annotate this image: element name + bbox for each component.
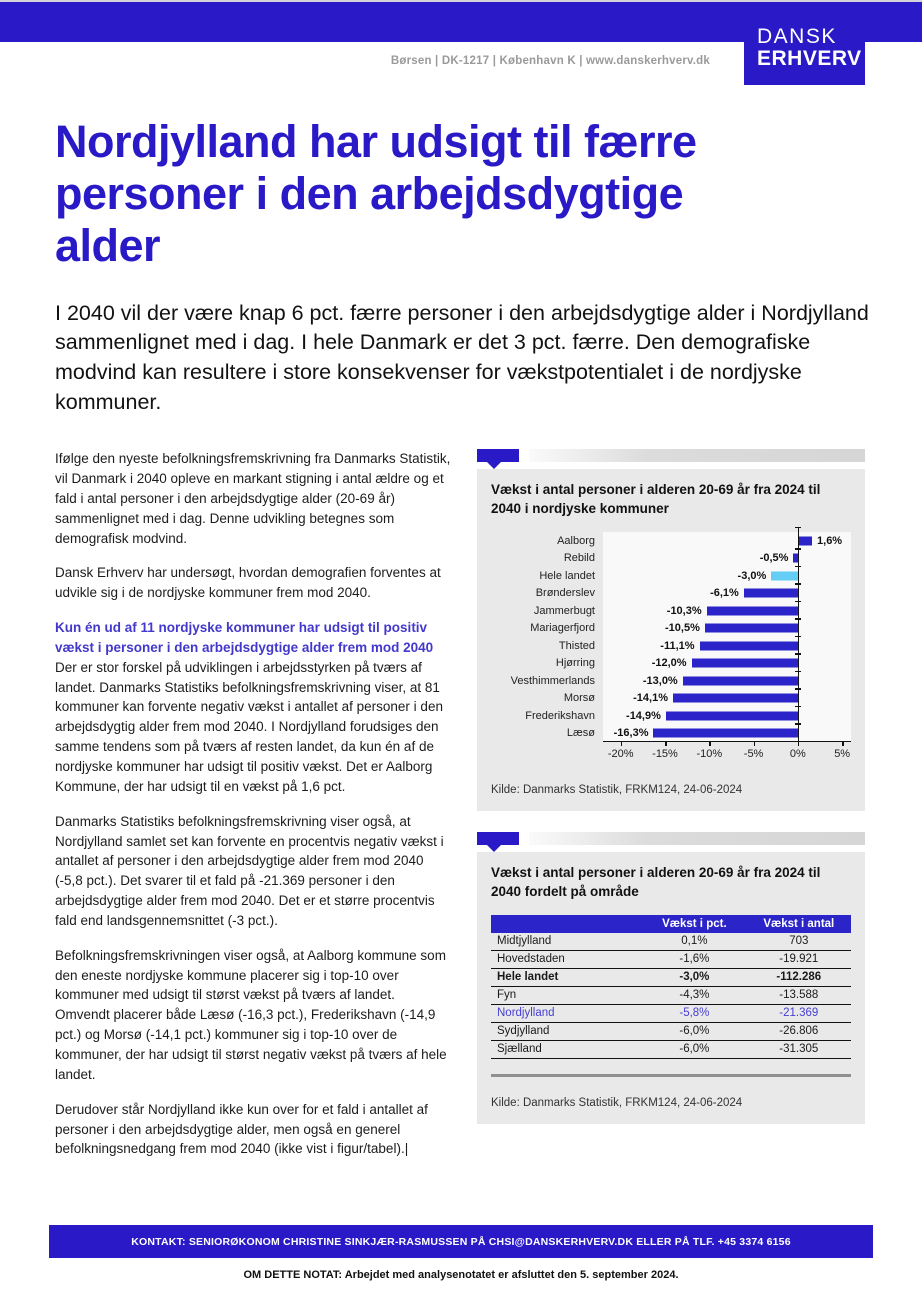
chart-card-body xyxy=(477,469,865,811)
chart-category-label: Thisted xyxy=(558,639,595,652)
table-header-row xyxy=(491,915,851,933)
paragraph-2: Dansk Erhverv har undersøgt, hvordan demografien forventes at udvikle sig i de nordjyske kommuner frem mod 2040. xyxy=(55,565,441,601)
table-cell-pct: -1,6% xyxy=(642,950,746,968)
table-cell-area: Fyn xyxy=(491,986,642,1004)
bar-value-label: -11,1% xyxy=(660,639,695,652)
bar xyxy=(692,659,798,668)
logo-line-dansk: DANSK xyxy=(757,25,837,48)
chart-row-plot xyxy=(603,619,851,637)
x-axis-tick xyxy=(665,742,667,746)
bar xyxy=(798,536,812,545)
table-row xyxy=(491,1040,851,1058)
bar-value-label: -6,1% xyxy=(710,587,739,600)
two-column-layout xyxy=(55,449,867,1174)
table-row xyxy=(491,950,851,968)
about-note: OM DETTE NOTAT: Arbejdet med analysenotatet er afsluttet den 5. september 2024. xyxy=(243,1269,679,1281)
figures-column xyxy=(477,449,865,1174)
chart-row xyxy=(491,689,851,707)
chart-row xyxy=(491,567,851,585)
blue-tab-icon xyxy=(477,449,519,462)
table-cell-area: Hovedstaden xyxy=(491,950,642,968)
bar xyxy=(793,554,797,563)
chart-row-plot xyxy=(603,532,851,550)
axis-tick xyxy=(795,527,801,529)
bar-value-label: -3,0% xyxy=(737,569,767,582)
table-cell-area: Nordjylland xyxy=(491,1004,642,1022)
page-title: Nordjylland har udsigt til færre personer i den arbejdsdygtige alder xyxy=(55,116,697,272)
chart-category-label: Læsø xyxy=(566,727,595,740)
bar-value-label: -0,5% xyxy=(759,552,789,565)
chart-row-plot xyxy=(603,584,851,602)
bar xyxy=(744,589,798,598)
page-content xyxy=(55,116,867,1174)
x-axis-tick xyxy=(621,742,623,746)
table-cell-area: Sydjylland xyxy=(491,1022,642,1040)
table-row xyxy=(491,1004,851,1022)
chart-category-label: Vesthimmerlands xyxy=(510,674,595,687)
x-axis-tick xyxy=(842,742,844,746)
chart-row-plot xyxy=(603,654,851,672)
bar-value-label: -14,1% xyxy=(633,692,668,705)
table-header-area xyxy=(491,915,642,933)
chart-source: Kilde: Danmarks Statistik, FRKM124, 24-06-2024 xyxy=(491,783,743,796)
paragraph-5: Befolkningsfremskrivningen viser også, at Aalborg kommune som den eneste nordjyske kommune placerer sig i top-10 over kommuner med udsigt til størst vækst på tværs af landet. Omvendt placerer både Læsø (-16,3 pct.), Frederikshavn (-14,9 pct.) og Morsø (-14,1 pct.) kommuner sig i top-10 over de kommuner, der har udsigt til størst negativ vækst på tværs af hele landet. xyxy=(55,947,447,1082)
bar xyxy=(700,641,798,650)
chart-row xyxy=(491,654,851,672)
table-cell-area: Midtjylland xyxy=(491,933,642,951)
table-cell-pct: -6,0% xyxy=(642,1022,746,1040)
table-cell-antal: -26.806 xyxy=(747,1022,851,1040)
table-source: Kilde: Danmarks Statistik, FRKM124, 24-06-2024 xyxy=(491,1096,743,1109)
bar xyxy=(707,606,798,615)
chart-row-plot xyxy=(603,672,851,690)
bar-value-label: -14,9% xyxy=(626,709,661,722)
bar xyxy=(653,729,797,738)
chart-plot-area xyxy=(491,532,851,742)
x-axis-tick-label: 0% xyxy=(789,747,806,760)
table-card-header-strip xyxy=(477,832,865,852)
table-cell-pct: -3,0% xyxy=(642,968,746,986)
chart-card-header-strip xyxy=(477,449,865,469)
table-cell-antal: 703 xyxy=(747,933,851,951)
chart-x-axis xyxy=(603,742,851,764)
gray-header-bar xyxy=(529,449,865,462)
chart-category-label: Hjørring xyxy=(555,657,595,670)
table-cell-area: Hele landet xyxy=(491,968,642,986)
chart-row xyxy=(491,584,851,602)
bar xyxy=(666,711,798,720)
table-cell-antal: -112.286 xyxy=(747,968,851,986)
chart-category-label: Jammerbugt xyxy=(533,604,595,617)
paragraph-6-text: Derudover står Nordjylland ikke kun over for et fald i antallet af personer i den arbejdsdygtige alder, men også en generel befolkningsnedgang frem mod 2040 (ikke vist i figur/tabel). xyxy=(55,1101,428,1157)
body-text-column xyxy=(55,449,453,1174)
paragraph-1: Ifølge den nyeste befolkningsfremskrivning fra Danmarks Statistik, vil Danmark i 2040 opleve en markant stigning i antal ældre og et fald i antal personer i den arbejdsdygtige alder (20-69 år) sammenlignet med i dag. Denne udvikling betegnes som demografisk modvind. xyxy=(55,451,451,546)
growth-table xyxy=(491,915,851,1059)
bar xyxy=(771,571,798,580)
table-cell-pct: -5,8% xyxy=(642,1004,746,1022)
table-card xyxy=(477,832,865,1124)
paragraph-3: Der er stor forskel på udviklingen i arbejdsstyrken på tværs af landet. Danmarks Statistiks befolkningsfremskrivning viser, at 81 kommuner kan forvente negativ vækst i antallet af personer i den arbejdsdygtig alder frem mod 2040. I Nordjylland forudsiges den samme tendens som på tværs af resten landet, da kun én af de nordjyske kommuner har udsigt til positiv vækst. Det er Aalborg Kommune, der har udsigt til en vækst på 1,6 pct. xyxy=(55,659,443,794)
chart-category-label: Aalborg xyxy=(557,534,595,547)
chart-row-plot xyxy=(603,549,851,567)
chart-category-label: Frederikshavn xyxy=(525,709,595,722)
table-row xyxy=(491,986,851,1004)
table-cell-antal: -19.921 xyxy=(747,950,851,968)
contact-footer-bar: KONTAKT: SENIORØKONOM CHRISTINE SINKJÆR-RASMUSSEN PÅ CHSI@DANSKERHVERV.DK ELLER PÅ TLF. +45 3374 6156 xyxy=(49,1225,873,1258)
table-bottom-divider xyxy=(491,1074,851,1077)
header-address: Børsen | DK-1217 | København K | www.danskerhverv.dk xyxy=(390,55,710,67)
bar xyxy=(673,694,798,703)
chart-row-plot xyxy=(603,637,851,655)
bar-value-label: -10,5% xyxy=(665,622,700,635)
chart-row-plot xyxy=(603,724,851,742)
bar-value-label: -13,0% xyxy=(642,674,678,687)
chart-title: Vækst i antal personer i alderen 20-69 år fra 2024 til 2040 i nordjyske kommuner xyxy=(491,482,821,517)
table-cell-pct: -4,3% xyxy=(642,986,746,1004)
dansk-erhverv-logo xyxy=(744,11,865,85)
bar-value-label: 1,6% xyxy=(817,534,843,547)
x-axis-tick-label: 5% xyxy=(834,747,851,760)
gray-header-bar xyxy=(529,832,865,845)
chart-category-label: Mariagerfjord xyxy=(530,622,595,635)
bar xyxy=(683,676,798,685)
table-cell-antal: -31.305 xyxy=(747,1040,851,1058)
chart-row xyxy=(491,724,851,742)
chart-row xyxy=(491,672,851,690)
chart-row xyxy=(491,637,851,655)
chart-row-plot xyxy=(603,689,851,707)
paragraph-4: Danmarks Statistiks befolkningsfremskrivning viser også, at Nordjylland samlet set kan forvente en procentvis negativ vækst i antallet af personer i den arbejdsdygtige alder frem mod 2040 (-5,8 pct.). Det svarer til et fald på -21.369 personer i den arbejdsdygtige alder frem mod 2040. Det er et større procentvis fald end landsgennemsnittet (-3 pct.). xyxy=(55,813,444,928)
chart-row xyxy=(491,549,851,567)
bar-value-label: -12,0% xyxy=(651,657,687,670)
chart-row xyxy=(491,707,851,725)
table-cell-pct: 0,1% xyxy=(642,933,746,951)
chart-row-plot xyxy=(603,602,851,620)
table-cell-antal: -21.369 xyxy=(747,1004,851,1022)
table-header-pct: Vækst i pct. xyxy=(642,915,746,933)
table-title: Vækst i antal personer i alderen 20-69 år fra 2024 til 2040 fordelt på område xyxy=(491,864,821,899)
x-axis-tick-label: -10% xyxy=(696,747,723,760)
x-axis-tick-label: -20% xyxy=(607,747,634,760)
table-card-body xyxy=(477,852,865,1124)
x-axis-tick-label: -15% xyxy=(652,747,678,760)
table-cell-area: Sjælland xyxy=(491,1040,642,1058)
chart-category-label: Morsø xyxy=(563,692,595,705)
table-cell-antal: -13.588 xyxy=(747,986,851,1004)
chart-row xyxy=(491,532,851,550)
logo-line-erhverv: ERHVERV xyxy=(757,47,862,71)
text-cursor: | xyxy=(404,1141,409,1157)
bar-value-label: -10,3% xyxy=(666,604,702,617)
table-row xyxy=(491,933,851,951)
chart-card xyxy=(477,449,865,811)
table-header-antal: Vækst i antal xyxy=(747,915,851,933)
chart-row xyxy=(491,619,851,637)
x-axis-tick-label: -5% xyxy=(743,747,764,760)
blue-tab-icon xyxy=(477,832,519,845)
x-axis-tick xyxy=(754,742,756,746)
table-row xyxy=(491,1022,851,1040)
table-cell-pct: -6,0% xyxy=(642,1040,746,1058)
paragraph-6 xyxy=(55,1100,453,1160)
x-axis-tick xyxy=(798,742,800,746)
section-subheading: Kun én ud af 11 nordjyske kommuner har udsigt til positiv vækst i personer i den arbejdsdygtige alder frem mod 2040 xyxy=(55,620,434,655)
table-row xyxy=(491,968,851,986)
chart-category-label: Rebild xyxy=(563,552,595,565)
bar xyxy=(705,624,798,633)
chart-row-plot xyxy=(603,567,851,585)
chart-row-plot xyxy=(603,707,851,725)
bar-chart xyxy=(491,532,851,764)
chart-category-label: Brønderslev xyxy=(535,587,595,600)
x-axis-tick xyxy=(709,742,711,746)
intro-paragraph: I 2040 vil der være knap 6 pct. færre personer i den arbejdsdygtige alder i Nordjylland sammenlignet med i dag. I hele Danmark er det 3 pct. færre. Den demografiske modvind kan resultere i store konsekvenser for vækstpotentialet i de nordjyske kommuner. xyxy=(55,300,869,414)
chart-category-label: Hele landet xyxy=(539,569,595,582)
chart-row xyxy=(491,602,851,620)
bar-value-label: -16,3% xyxy=(613,727,649,740)
